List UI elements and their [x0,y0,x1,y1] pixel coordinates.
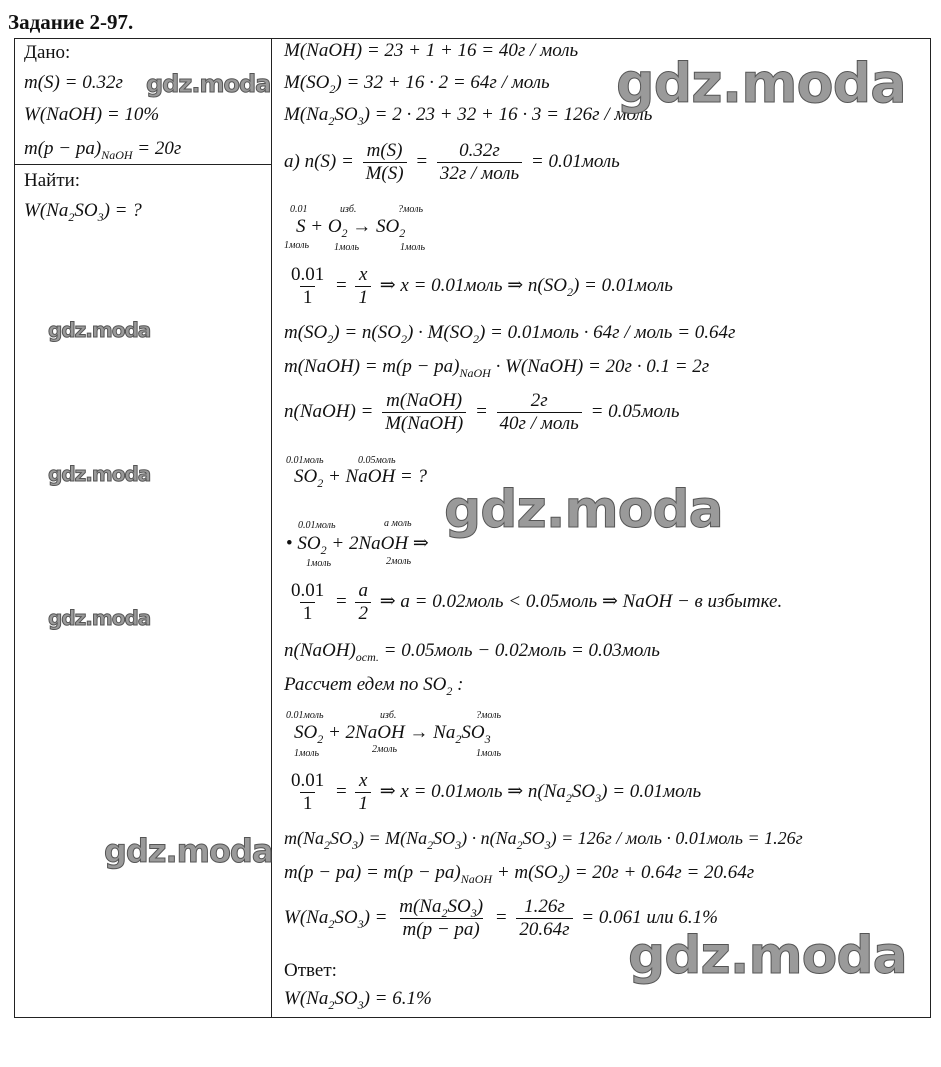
task-title: Задание 2-97. [8,10,134,34]
watermark: gdz.moda [48,462,151,486]
moles-s-formula: а) n(S) = $\frac{m(S)}{M(S)}$ = $\frac{0.32г}{\text{32г / моль}}$ = 0.01моль [284,140,620,184]
mass-final-solution: $m(p - pa) = m(p - pa)_{NaOH} + m(SO_2) = 20г + 0.64г = 20.64г$ [284,862,755,886]
given-mass-s: m(S) = 0.32г [24,72,123,93]
table-left-border [14,38,15,1018]
naoh-remaining: $n(NaOH)_{ост.}$ = 0.05моль − 0.02моль = 0.03моль [284,640,660,664]
given-heading: Дано: [24,42,71,63]
mass-so2: $m(SO_2) = n(SO_2) \cdot M(SO_2)$ = 0.01моль · 64г / моль = 0.64г [284,322,736,346]
mass-fraction-na2so3: $W(Na_2SO_3)$ = $\frac{m(Na_2SO_3)}{m(p - pa)}$ = $\frac{1.26г}{20.64г}$ = 0.061 или 6.1% [284,896,718,940]
calc-note: Рассчет едем по $SO_2$ : [284,674,464,698]
molar-mass-naoh: M(NaOH) = 23 + 1 + 16 = 40г / моль [284,40,579,61]
find-heading: Найти: [24,170,81,191]
find-target: $W(Na_2SO_3)$ = ? [24,200,142,224]
molar-mass-so2: $M(SO_2) = 32 + 16 \cdot 2 = 64г$ / моль [284,72,550,96]
proportion-naoh: $\frac{0.01}{1}$ = $\frac{a}{2}$ ⇒ a = 0.02моль < 0.05моль ⇒ NaOH − в избытке. [291,580,783,624]
mass-na2so3: $m(Na_2SO_3) = M(Na_2SO_3) \cdot n(Na_2SO_3) = 126г$ / моль · 0.01моль = 1.26г [284,828,803,852]
answer-heading: Ответ: [284,960,337,981]
watermark: gdz.moda [628,926,907,986]
watermark: gdz.moda [146,70,271,98]
answer-value: $W(Na_2SO_3) = 6.1\%$ [284,988,432,1012]
moles-naoh: n(NaOH) = $\frac{\text{m(NaOH)}}{\text{M(NaOH)}}$ = $\frac{2г}{\text{40г / моль}}$ = 0.05моль [284,390,680,434]
mass-naoh: m(NaOH) = $m(p - pa)_{NaOH}$ · W(NaOH) = 20г · 0.1 = 2г [284,356,710,380]
watermark: gdz.moda [444,480,723,540]
watermark: gdz.moda [48,318,151,342]
table-column-divider [271,38,272,1018]
proportion-so2: $\frac{0.01}{1}$ = $\frac{x}{1}$ ⇒ x = 0.01моль ⇒ $n(SO_2)$ = 0.01моль [291,264,673,308]
given-w-naoh: W(NaOH) = 10% [24,104,160,125]
table-right-border [930,38,931,1018]
molar-mass-na2so3: $M(Na_2SO_3) = 2 \cdot 23 + 32 + 16 \cdot 3 = 126г$ / моль [284,104,653,128]
proportion-na2so3: $\frac{0.01}{1}$ = $\frac{x}{1}$ ⇒ x = 0.01моль ⇒ $n(Na_2SO_3)$ = 0.01моль [291,770,702,814]
watermark: gdz.moda [104,832,273,870]
given-find-divider [14,164,272,165]
watermark: gdz.moda [48,606,151,630]
watermark: gdz.moda [616,52,906,115]
given-solution-mass: $m(p - pa)_{NaOH} = 20г$ [24,138,182,162]
